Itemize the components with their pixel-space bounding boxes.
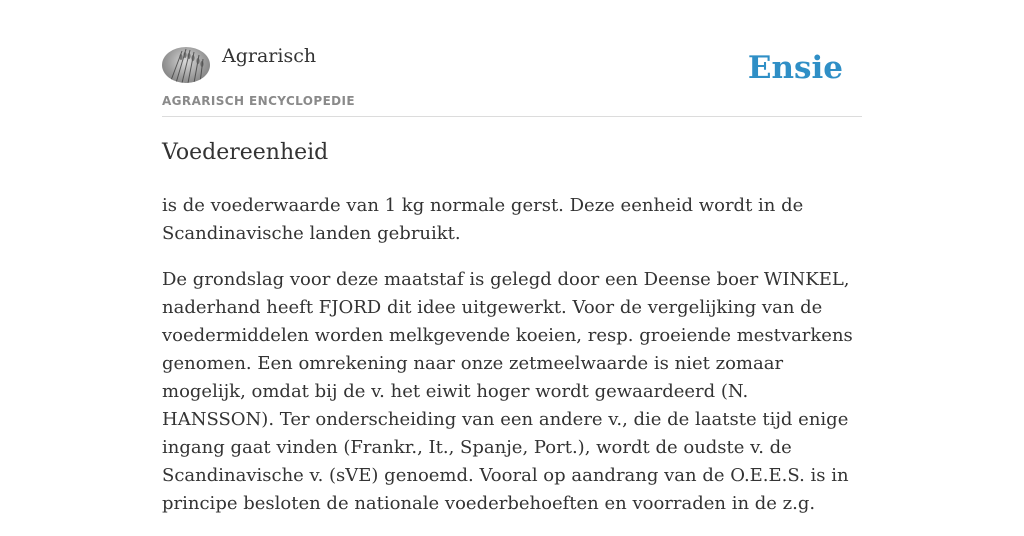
wheat-icon[interactable] bbox=[162, 47, 210, 83]
article-paragraph: De grondslag voor deze maatstaf is gelegd door een Deense boer WINKEL, naderhand heeft FJORD dit idee uitgewerkt. Voor de vergelijking van de voedermiddelen worden melkgevende koeien, resp. groeiende mestvarkens genomen. Een omrekening naar onze zetmeelwaarde is niet zomaar mogelijk, omdat bij de v. het eiwit hoger wordt gewaardeerd (N. HANSSON). Ter onderscheiding van een andere v., die de laatste tijd enige ingang gaat vinden (Frankr., It., Spanje, Port.), wordt de oudste v. de Scandinavische v. (sVE) genoemd. Vooral op aandrang van de O.E.E.S. is in principe besloten de nationale voederbehoeften en voorraden in de z.g. bbox=[162, 269, 853, 514]
source-name[interactable]: Agrarisch bbox=[222, 45, 317, 67]
source-header bbox=[162, 0, 862, 117]
article-body bbox=[162, 192, 862, 536]
source-subtitle: AGRARISCH ENCYCLOPEDIE bbox=[162, 94, 355, 108]
page bbox=[162, 0, 862, 514]
ensie-logo-link[interactable]: Ensie bbox=[747, 50, 843, 86]
article-paragraph: is de voederwaarde van 1 kg normale gerst. Deze eenheid wordt in de Scandinavische landen gebruikt. bbox=[162, 195, 804, 244]
page-title: Voedereenheid bbox=[162, 140, 329, 165]
